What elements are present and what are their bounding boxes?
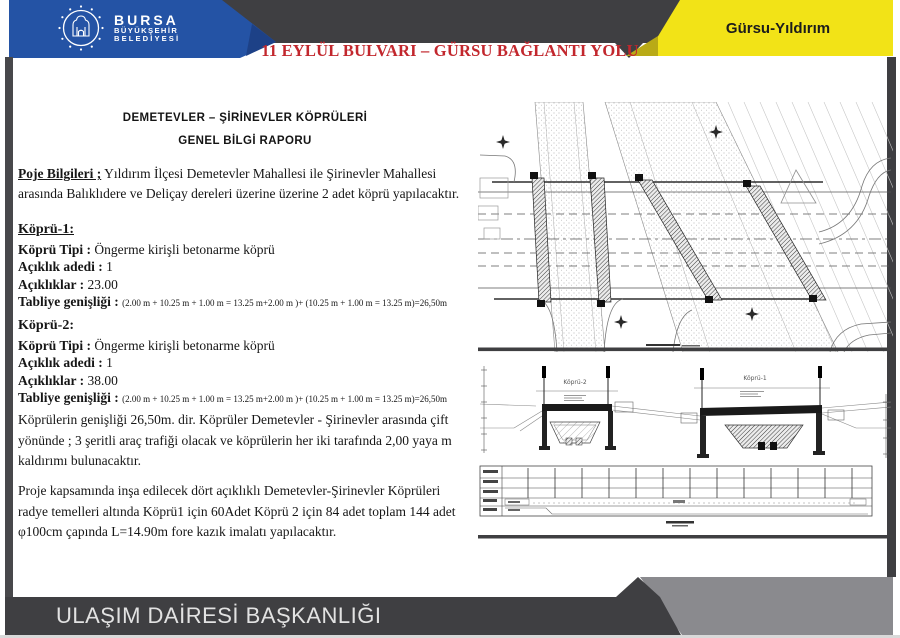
project-info-label: Poje Bilgileri ;	[18, 166, 102, 181]
building-outlines	[478, 178, 508, 239]
emblem-stars	[58, 5, 103, 50]
bridge-1-elevation	[681, 366, 844, 458]
bridge-1-section	[18, 221, 474, 313]
bridge-2-heading: Köprü-2:	[18, 318, 74, 333]
elevation-right-bridge-label: Köprü-1	[743, 375, 767, 382]
bridge-2-section	[18, 317, 474, 409]
municipality-name	[114, 13, 180, 44]
bridge-1-row-spans: Açıklık adedi : 1	[18, 259, 113, 274]
bridge-2-row-spans: Açıklık adedi : 1	[18, 355, 113, 370]
bridge-1-heading: Köprü-1:	[18, 222, 74, 237]
elevation-left-bridge-label: Köprü-2	[563, 379, 587, 386]
logo-line1: BURSA	[114, 11, 179, 28]
profile-table	[480, 466, 872, 516]
creek-band-2	[605, 102, 838, 352]
bridge-1-row-openings: Açıklıklar : 23.00	[18, 276, 118, 292]
emblem-gate	[73, 16, 89, 36]
ground-lines	[480, 402, 891, 431]
bridge-elevation-drawing	[478, 358, 893, 540]
municipality-logo	[58, 5, 180, 51]
project-info-text: Yıldırım İlçesi Demetevler Mahallesi ile Şirinevler Mahallesi arasında Balıklıdere ve Deliçay dereleri üzerine üzerine 2 adet köprü yapılacaktır.	[18, 166, 460, 201]
logo-line3: BELEDİYESİ	[114, 34, 181, 44]
bridge-2-elevation	[536, 366, 633, 450]
page-title: 11 EYLÜL BULVARI – GÜRSU BAĞLANTI YOLU	[261, 41, 639, 60]
district-badge: Gürsu-Yıldırım	[725, 20, 831, 37]
bridge-2-row-openings: Açıklıklar : 38.00	[18, 372, 118, 388]
report-heading-1: DEMETEVLER – ŞİRİNEVLER KÖPRÜLERİ	[122, 112, 368, 124]
summary-paragraph-1: Köprülerin genişliği 26,50m. dir. Köprüler Demetevler - Şirinevler arasında çift yönünde ; 3 şeritli araç trafiği olacak ve köprülerin her iki tarafında 2,00 yaya m kaldırımı bulunacaktır.	[18, 412, 452, 468]
project-info-paragraph	[18, 164, 474, 204]
logo-line2: BÜYÜKŞEHİR	[114, 26, 179, 36]
summary-paragraph-2: Proje kapsamında inşa edilecek dört açıklıklı Demetevler-Şirinevler Köprüleri radye temelleri altında Köprü1 için 60Adet Köprü 2 için 84 adet toplam 144 adet φ100cm çapında L=14.90m fore kazık imalatı yapılacaktır.	[18, 483, 456, 539]
report-heading-2: GENEL BİLGİ RAPORU	[178, 135, 312, 147]
bridge-1-row-type: Köprü Tipi : Öngerme kirişli betonarme köprü	[18, 241, 275, 257]
bridge-2-row-type: Köprü Tipi : Öngerme kirişli betonarme köprü	[18, 337, 275, 353]
bridge-1-row-deckwidth: Tabliye genişliği : (2.00 m + 10.25 m + 1.00 m = 13.25 m+2.00 m )+ (10.25 m + 1.00 m = 13.25 m)=26,50m	[18, 294, 448, 309]
left-border-bar	[5, 57, 13, 598]
bursa-emblem-icon	[58, 5, 104, 51]
bridge-plan-drawing	[478, 102, 893, 352]
footer-department: ULAŞIM DAİRESİ BAŞKANLIĞI	[56, 603, 382, 628]
bridge-2-row-deckwidth: Tabliye genişliği : (2.00 m + 10.25 m + 1.00 m = 13.25 m+2.00 m )+ (10.25 m + 1.00 m = 13.25 m)=26,50m	[18, 390, 448, 405]
